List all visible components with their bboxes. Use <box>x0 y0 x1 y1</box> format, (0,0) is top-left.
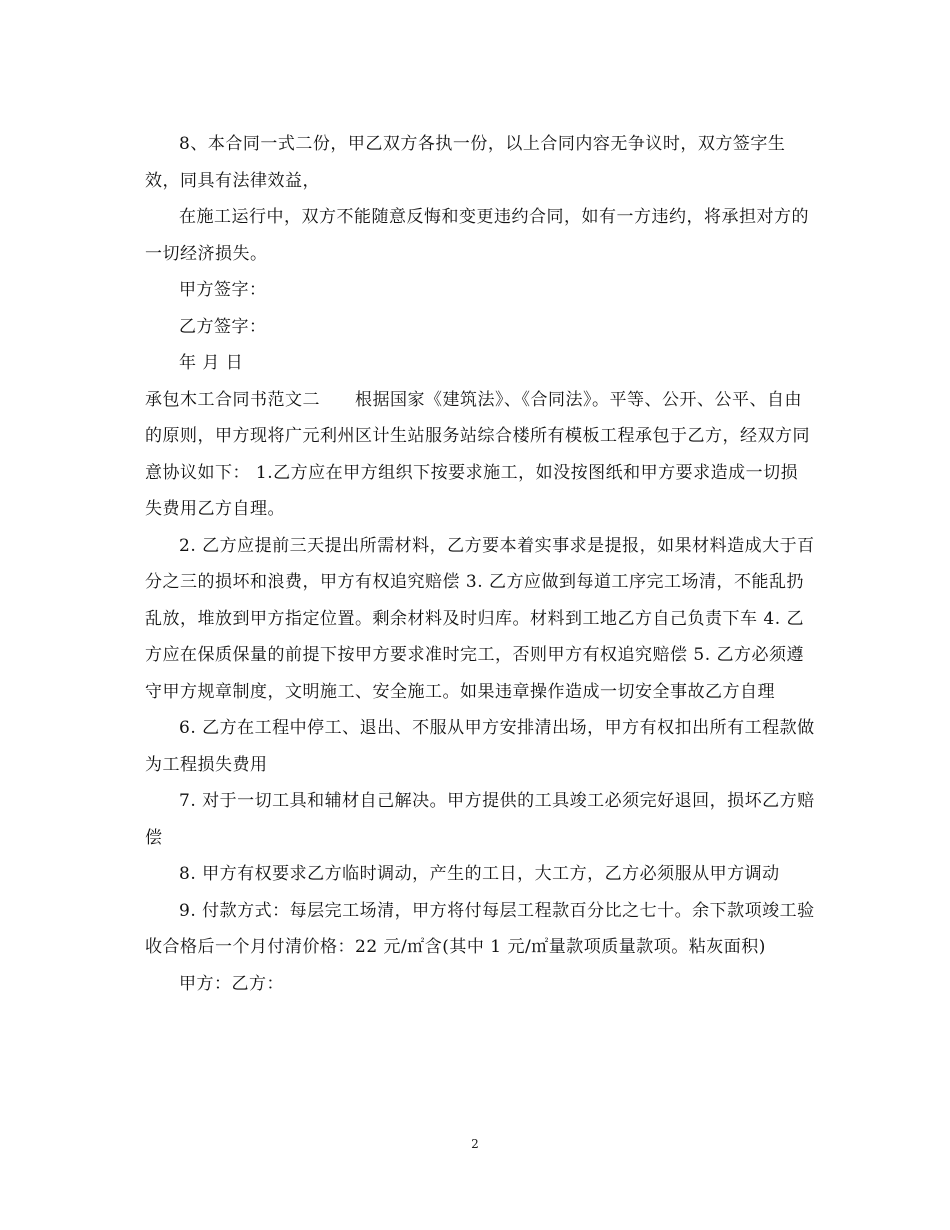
paragraph-sample-two-intro: 承包木工合同书范文二 根据国家《建筑法》、《合同法》。平等、公开、公平、自由的原则，甲方现将广元利州区计生站服务站综合楼所有模板工程承包于乙方，经双方同意协议如下： 1.乙方应在甲方组织下按要求施工，如没按图纸和甲方要求造成一切损失费用乙方自理。 <box>145 389 810 519</box>
paragraph-clause-6: 6. 乙方在工程中停工、退出、不服从甲方安排清出场，甲方有权扣出所有工程款做为工程损失费用 <box>145 718 815 775</box>
paragraph-contract-copies: 8、本合同一式二份，甲乙双方各执一份，以上合同内容无争议时，双方签字生效，同具有法律效益， <box>145 134 786 191</box>
paragraph-clauses-2-5: 2. 乙方应提前三天提出所需材料，乙方要本着实事求是提报，如果材料造成大于百分之三的损坏和浪费，甲方有权追究赔偿 3. 乙方应做到每道工序完工场清，不能乱扔乱放，堆放到甲方指定位置。剩余材料及时归库。材料到工地乙方自己负责下车 4. 乙方应在保质保量的前提下按甲方要求准时完工，否则甲方有权追究赔偿 5. 乙方必须遵守甲方规章制度，文明施工、安全施工。如果违章操作造成一切安全事故乙方自理 <box>145 535 815 702</box>
party-a-signature-line: 甲方签字： <box>179 280 267 300</box>
parties-signature-line: 甲方：乙方： <box>179 973 284 994</box>
paragraph-clause-9-payment: 9. 付款方式：每层完工场清，甲方将付每层工程款百分比之七十。余下款项竣工验收合格后一个月付清价格：22 元/㎡含(其中 1 元/㎡量款项质量款项。粘灰面积) <box>145 900 815 957</box>
party-b-signature-line: 乙方签字： <box>179 316 267 337</box>
document-body <box>145 126 815 1002</box>
page-number: 2 <box>471 1137 479 1151</box>
paragraph-clause-7: 7. 对于一切工具和辅材自己解决。甲方提供的工具竣工必须完好退回，损坏乙方赔偿 <box>145 791 815 848</box>
paragraph-clause-8: 8. 甲方有权要求乙方临时调动，产生的工日，大工方，乙方必须服从甲方调动 <box>179 864 780 884</box>
paragraph-breach-clause: 在施工运行中，双方不能随意反悔和变更违约合同，如有一方违约，将承担对方的一切经济损失。 <box>145 207 809 264</box>
date-line: 年 月 日 <box>179 353 244 373</box>
